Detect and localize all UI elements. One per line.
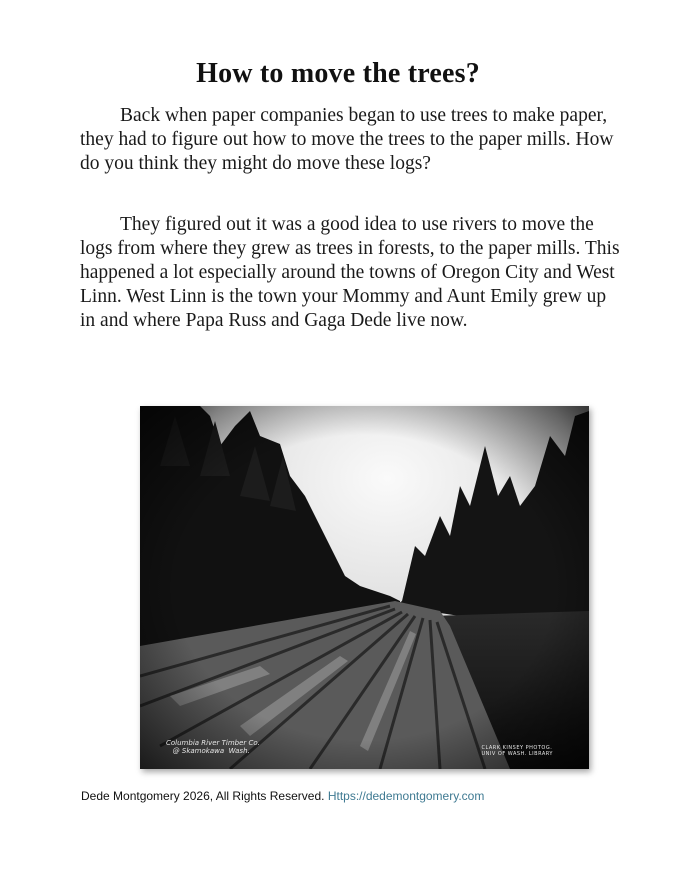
website-link[interactable]: Https://dedemontgomery.com [327, 789, 485, 803]
photo-caption-right: CLARK KINSEY PHOTOG. UNIV OF WASH. LIBRARY [481, 745, 553, 757]
log-raft-photo [140, 406, 589, 769]
page-title: How to move the trees? [196, 58, 480, 89]
log-raft-illustration [140, 406, 589, 769]
footer [81, 789, 484, 803]
paragraph-rivers: They figured out it was a good idea to use rivers to move the logs from where they grew as trees in forests, to the paper mills. This happened a lot especially around the towns of Oregon City and West Linn. West Linn is the town your Mommy and Aunt Emily grew up in and where Papa Russ and Gaga Dede live now. [80, 214, 620, 331]
vignette [140, 406, 589, 769]
paragraph-intro: Back when paper companies began to use trees to make paper, they had to figure out how to move the trees to the paper mills. How do you think they might do move these logs? [80, 105, 614, 174]
copyright-text: Dede Montgomery 2026, All Rights Reserved. [81, 789, 325, 803]
photo-caption-left: Columbia River Timber Co. @ Skamokawa Wash. [166, 739, 260, 755]
